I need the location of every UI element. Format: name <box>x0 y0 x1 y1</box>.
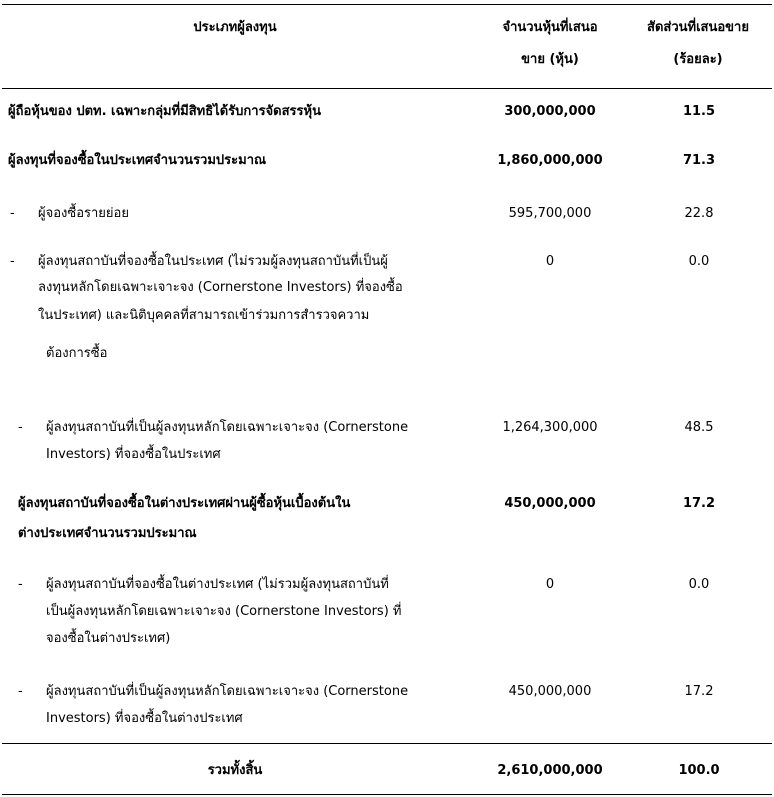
row-foreign-cornerstone-pct: 17.2 <box>684 684 714 699</box>
row-retail-label: ผู้จองซื้อรายย่อย <box>38 206 129 221</box>
row-domestic-investors-label: ผู้ลงทุนที่จองซื้อในประเทศจำนวนรวมประมาณ <box>8 153 267 168</box>
row-foreign-institutional-shares: 0 <box>545 577 555 592</box>
row-foreign-institutional-line-3: จองซื้อในต่างประเทศ) <box>46 631 171 646</box>
row-domestic-institutional-dash: - <box>10 254 15 269</box>
row-foreign-institutional-pct: 0.0 <box>688 577 710 592</box>
row-domestic-cornerstone-line-2: Investors) ที่จองซื้อในประเทศ <box>46 447 221 462</box>
header-investor-type: ประเภทผู้ลงทุน <box>193 20 277 35</box>
header-shares-unit: ขาย (หุ้น) <box>521 52 579 67</box>
bottom-rule <box>2 794 772 795</box>
row-domestic-cornerstone-dash: - <box>18 420 23 435</box>
row-retail-pct: 22.8 <box>684 206 714 221</box>
row-domestic-institutional-line-3: ในประเทศ) และนิติบุคคลที่สามารถเข้าร่วมการสำรวจความ <box>38 308 370 323</box>
row-foreign-cornerstone-shares: 450,000,000 <box>508 684 592 699</box>
row-domestic-institutional-shares: 0 <box>545 254 555 269</box>
row-foreign-investors-line-2: ต่างประเทศจำนวนรวมประมาณ <box>18 526 197 541</box>
row-retail-shares: 595,700,000 <box>508 206 592 221</box>
total-label: รวมทั้งสิ้น <box>207 763 263 778</box>
row-domestic-institutional-line-1: ผู้ลงทุนสถาบันที่จองซื้อในประเทศ (ไม่รวมผู้ลงทุนสถาบันที่เป็นผู้ <box>38 254 388 269</box>
row-foreign-investors-shares: 450,000,000 <box>504 496 596 511</box>
row-foreign-institutional-line-1: ผู้ลงทุนสถาบันที่จองซื้อในต่างประเทศ (ไม่รวมผู้ลงทุนสถาบันที่ <box>46 577 389 592</box>
total-shares: 2,610,000,000 <box>497 763 603 778</box>
total-top-rule <box>2 743 772 744</box>
row-foreign-investors-pct: 17.2 <box>682 496 716 511</box>
header-percentage-unit: (ร้อยละ) <box>673 52 723 67</box>
header-percentage: สัดส่วนที่เสนอขาย <box>647 20 749 35</box>
row-retail-dash: - <box>10 206 15 221</box>
row-domestic-institutional-line-2: ลงทุนหลักโดยเฉพาะเจาะจง (Cornerstone Investors) ที่จองซื้อ <box>38 280 403 295</box>
row-foreign-institutional-dash: - <box>18 577 23 592</box>
row-foreign-cornerstone-line-2: Investors) ที่จองซื้อในต่างประเทศ <box>46 711 243 726</box>
row-domestic-institutional-pct: 0.0 <box>688 254 710 269</box>
header-shares: จำนวนหุ้นที่เสนอ <box>502 20 598 35</box>
row-ptt-shareholders-shares: 300,000,000 <box>504 104 596 119</box>
row-domestic-cornerstone-line-1: ผู้ลงทุนสถาบันที่เป็นผู้ลงทุนหลักโดยเฉพาะเจาะจง (Cornerstone <box>46 420 409 435</box>
row-domestic-cornerstone-shares: 1,264,300,000 <box>502 420 598 435</box>
row-ptt-shareholders-label: ผู้ถือหุ้นของ ปตท. เฉพาะกลุ่มที่มีสิทธิได้รับการจัดสรรหุ้น <box>8 104 321 119</box>
top-rule <box>2 4 772 5</box>
row-foreign-institutional-line-2: เป็นผู้ลงทุนหลักโดยเฉพาะเจาะจง (Cornerstone Investors) ที่ <box>46 604 402 619</box>
row-domestic-institutional-line-4: ต้องการซื้อ <box>46 346 108 361</box>
total-pct: 100.0 <box>678 763 720 778</box>
row-domestic-cornerstone-pct: 48.5 <box>684 420 714 435</box>
header-rule <box>2 88 772 89</box>
row-foreign-cornerstone-dash: - <box>18 684 23 699</box>
row-ptt-shareholders-pct: 11.5 <box>682 104 716 119</box>
row-foreign-investors-line-1: ผู้ลงทุนสถาบันที่จองซื้อในต่างประเทศผ่านผู้ซื้อหุ้นเบื้องต้นใน <box>18 496 351 511</box>
row-domestic-investors-shares: 1,860,000,000 <box>497 153 603 168</box>
row-domestic-investors-pct: 71.3 <box>682 153 716 168</box>
row-foreign-cornerstone-line-1: ผู้ลงทุนสถาบันที่เป็นผู้ลงทุนหลักโดยเฉพาะเจาะจง (Cornerstone <box>46 684 409 699</box>
